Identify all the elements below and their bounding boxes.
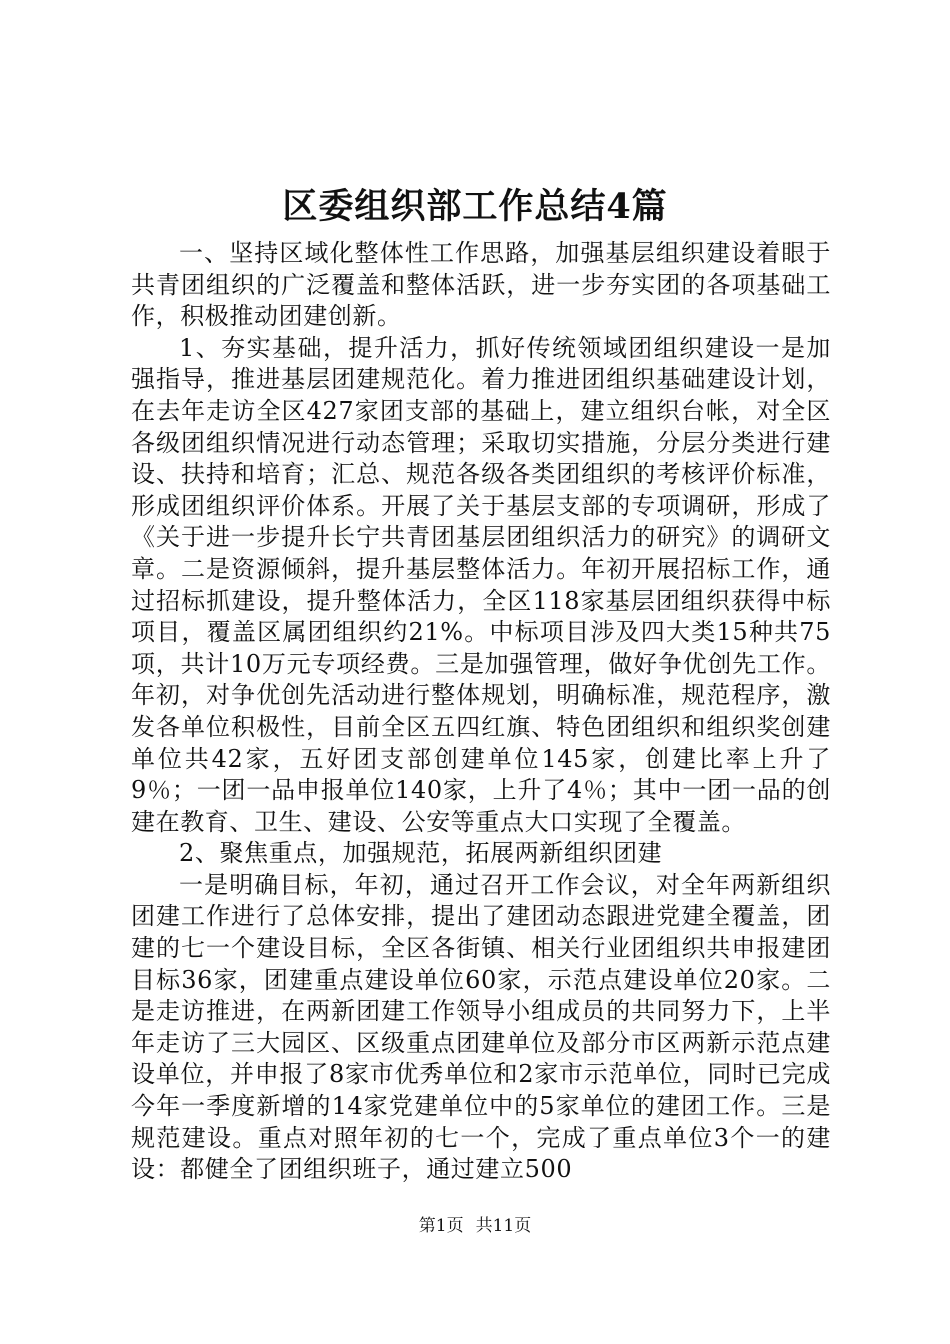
document-title: 区委组织部工作总结4篇	[282, 186, 668, 227]
paragraph-section-2-body: 一是明确目标，年初，通过召开工作会议，对全年两新组织团建工作进行了总体安排，提出了建团动态跟进党建全覆盖，团建的七一个建设目标，全区各街镇、相关行业团组织共申报建团目标36家，团建重点建设单位60家，示范点建设单位20家。二是走访推进，在两新团建工作领导小组成员的共同努力下，上半年走访了三大园区、区级重点团建单位及部分市区两新示范点建设单位，并申报了8家市优秀单位和2家市示范单位，同时已完成今年一季度新增的14家党建单位中的5家单位的建团工作。三是规范建设。重点对照年初的七一个，完成了重点单位3个一的建设：都健全了团组织班子，通过建立500	[131, 870, 831, 1184]
page-total: 共11页	[475, 1216, 532, 1236]
paragraph-section-2-heading: 2、聚焦重点，加强规范，拓展两新组织团建	[179, 839, 663, 868]
paragraph-intro: 一、坚持区域化整体性工作思路，加强基层组织建设着眼于共青团组织的广泛覆盖和整体活跃，进一步夯实团的各项基础工作，积极推动团建创新。	[131, 239, 831, 331]
page-footer	[0, 1214, 950, 1238]
page-number: 第1页	[418, 1216, 464, 1236]
paragraph-section-1: 1、夯实基础，提升活力，抓好传统领域团组织建设一是加强指导，推进基层团建规范化。着力推进团组织基础建设计划，在去年走访全区427家团支部的基础上，建立组织台帐，对全区各级团组织情况进行动态管理；采取切实措施，分层分类进行建设、扶持和培育；汇总、规范各级各类团组织的考核评价标准，形成团组织评价体系。开展了关于基层支部的专项调研，形成了《关于进一步提升长宁共青团基层团组织活力的研究》的调研文章。二是资源倾斜，提升基层整体活力。年初开展招标工作，通过招标抓建设，提升整体活力，全区118家基层团组织获得中标项目，覆盖区属团组织约21%。中标项目涉及四大类15种共75项，共计10万元专项经费。三是加强管理，做好争优创先工作。年初，对争优创先活动进行整体规划，明确标准，规范程序，激发各单位积极性，目前全区五四红旗、特色团组织和组织奖创建单位共42家，五好团支部创建单位145家，创建比率上升了9％；一团一品申报单位140家，上升了4％；其中一团一品的创建在教育、卫生、建设、公安等重点大口实现了全覆盖。	[131, 333, 831, 836]
document-body	[131, 238, 831, 1186]
